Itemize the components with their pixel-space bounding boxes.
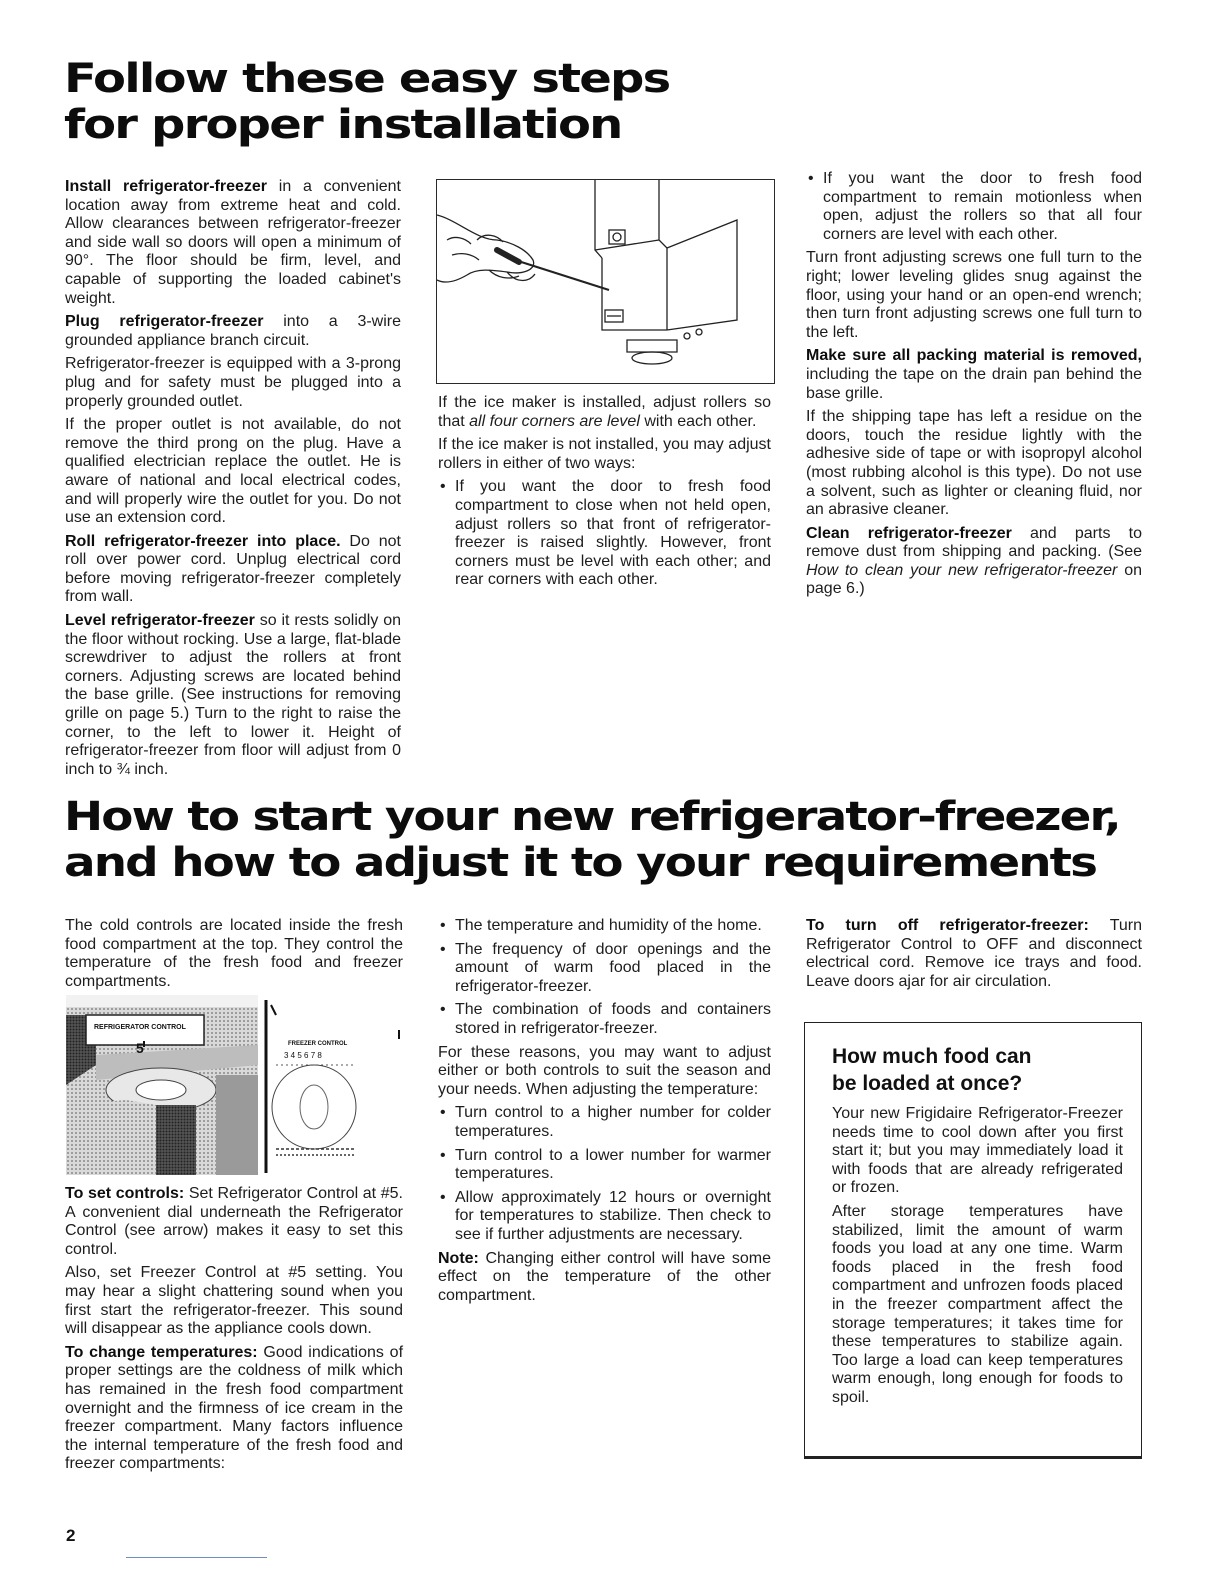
turn-off-text: Turn Refrigerator Control to OFF and disconnect electrical cord. Remove ice trays and food. Leave doors ajar for air circulation. <box>806 917 1143 990</box>
page-number: 2 <box>66 1526 76 1545</box>
note-paragraph <box>438 1250 771 1306</box>
clean-paragraph <box>806 525 1142 599</box>
roller-options-list <box>438 478 771 590</box>
start-heading-line-2: and how to adjust it to your requirements <box>64 840 1097 886</box>
change-temperatures-text: Good indications of proper settings are the coldness of milk which has remained in the fresh food compartment overnight and the firmness of ice cream in the freezer compartment. Many factors influence the internal temperature of the fresh food and freezer compartments: <box>65 1343 404 1473</box>
change-temperatures-paragraph <box>65 1344 403 1474</box>
roll-text: Do not roll over power cord. Unplug electrical cord before moving refrigerator-freezer completely from wall. <box>65 532 401 606</box>
freezer-control-label: FREEZER CONTROL <box>288 1041 348 1047</box>
roller-option-closed: • If you want the door to fresh food compartment to close when not held open, adjust rollers so that front of refrigerator-freezer is raised slightly. However, front corners must be level with each other; and rear corners with each other. <box>438 478 771 590</box>
packing-text: including the tape on the drain pan behind the base grille. <box>806 365 1142 402</box>
icemaker-emphasis: all four corners are level <box>469 412 640 430</box>
no-icemaker-paragraph: If the ice maker is not installed, you may adjust rollers in either of two ways: <box>438 436 771 472</box>
outlet-paragraph: If the proper outlet is not available, do not remove the third prong on the plug. Have a qualified electrician replace the outlet. He is aware of national and local electrical codes, and will properly wire the outlet for you. Do not use an extension cord. <box>65 416 401 527</box>
adjust-step-item: • Turn control to a higher number for colder temperatures. <box>438 1104 771 1141</box>
set-controls-text: Set Refrigerator Control at #5. A convenient dial underneath the Refrigerator Control (see arrow) makes it easy to set this control. <box>65 1185 403 1258</box>
sidebar-title-line-1: How much food can <box>832 1045 1032 1068</box>
icemaker-installed-paragraph <box>438 394 771 431</box>
reasons-paragraph: For these reasons, you may want to adjust either or both controls to suit the season and your needs. When adjusting the temperature: <box>438 1043 771 1098</box>
start-column-1-continued <box>65 1185 403 1479</box>
roll-lead: Roll refrigerator-freezer into place. <box>65 532 341 550</box>
clean-lead: Clean refrigerator-freezer <box>806 524 1012 542</box>
packing-paragraph <box>806 347 1142 403</box>
start-column-1 <box>65 917 403 996</box>
roll-paragraph <box>65 533 401 607</box>
installation-heading-line-1: Follow these easy steps <box>64 56 670 102</box>
adjust-step-item: • Turn control to a lower number for warmer temperatures. <box>438 1147 771 1184</box>
level-lead: Level refrigerator-freezer <box>65 612 255 630</box>
set-controls-paragraph <box>65 1185 403 1259</box>
clean-text: and parts to remove dust from shipping and packing. (See <box>806 524 1142 561</box>
residue-paragraph: If the shipping tape has left a residue on the doors, touch the residue lightly with the adhesive side of tape or with isopropyl alcohol (most rubbing alcohol is this type). Do not use a solvent, such as lighter or cleaning fluid, nor an abrasive cleaner. <box>806 408 1142 519</box>
note-text: Changing either control will have some effect on the temperature of the other compartment. <box>438 1249 771 1304</box>
freezer-dial-numbers: 3 4 5 6 7 8 <box>284 1051 322 1060</box>
freezer-setting-paragraph: Also, set Freezer Control at #5 setting. You may hear a slight chattering sound when you first start the refrigerator-freezer. This sound will disappear as the appliance cools down. <box>65 1264 403 1338</box>
start-column-3 <box>806 917 1142 996</box>
sidebar-title-line-2: be loaded at once? <box>832 1072 1023 1095</box>
cold-controls-svg <box>66 995 404 1175</box>
adjust-steps-list <box>438 1104 771 1244</box>
installation-heading <box>64 56 669 148</box>
clean-reference: How to clean your new refrigerator-freezer <box>806 561 1118 579</box>
intro-paragraph: The cold controls are located inside the fresh food compartment at the top. They control the temperature of the fresh food and freezer compartments. <box>65 917 403 990</box>
sidebar-paragraph-1: Your new Frigidaire Refrigerator-Freezer needs time to cool down after you first start it; but you may immediately load it with foods that are already refrigerated or frozen. <box>832 1105 1123 1197</box>
food-load-sidebar-box <box>804 1022 1142 1459</box>
temperature-factors-list <box>438 917 771 1039</box>
turn-off-paragraph <box>806 917 1142 991</box>
refrigerator-control-label: REFRIGERATOR CONTROL <box>94 1024 186 1031</box>
packing-lead: Make sure all packing material is removed, <box>806 347 1142 365</box>
install-text: in a convenient location away from extreme heat and cold. Allow clearances between refrigerator-freezer and side wall so doors will open a minimum of 90°. The floor should be firm, level, and capable of supporting the loaded cabinet's weight. <box>65 178 401 307</box>
plug-text: into a 3-wire grounded appliance branch circuit. <box>65 313 402 349</box>
clean-post: on page 6.) <box>806 561 1142 598</box>
start-heading-line-1: How to start your new refrigerator-freezer, <box>64 794 1120 840</box>
factor-item: • The temperature and humidity of the home. <box>438 917 771 936</box>
icemaker-post: with each other. <box>639 412 757 430</box>
installation-column-2 <box>438 394 771 595</box>
start-column-2 <box>438 917 771 1310</box>
level-paragraph-start <box>65 612 401 779</box>
refrigerator-setting-value: 5 <box>136 1040 144 1056</box>
installation-heading-line-2: for proper installation <box>64 102 622 148</box>
sidebar-paragraph-2: After storage temperatures have stabilized, limit the amount of warm foods you load at any one time. Warm foods placed in the fresh food compartment and unfrozen foods placed in the freezer compartment affect the storage temperatures; it takes time for these temperatures to stabilize again. Too large a load can keep temperatures warm enough, long enough for foods to spoil. <box>832 1202 1123 1406</box>
install-lead: Install refrigerator-freezer <box>65 178 268 195</box>
installation-column-3 <box>806 170 1142 604</box>
adjust-step-item: • Allow approximately 12 hours or overnight for temperatures to stabilize. Then check to see if further adjustments are necessary. <box>438 1189 771 1245</box>
turn-off-lead: To turn off refrigerator-freezer: <box>806 917 1089 934</box>
footer-rule <box>126 1557 267 1558</box>
start-heading <box>64 794 1120 886</box>
level-text: so it rests solidly on the floor without rocking. Use a large, flat-blade screwdriver to adjust the rollers at front corners. Adjusting screws are located behind the base grille. (See instructions for removing grille on page 5.) Turn to the right to raise the corner, to the left to lower it. Height of refrigerator-freezer from floor will adjust from 0 inch to ¾ inch. <box>65 612 401 778</box>
set-controls-lead: To set controls: <box>65 1185 185 1202</box>
factor-item: • The frequency of door openings and the amount of warm food placed in the refrigerator-freezer. <box>438 941 771 997</box>
turn-screws-paragraph: Turn front adjusting screws one full turn to the right; lower leveling glides snug against the floor, using your hand or an open-end wrench; then turn front adjusting screws one full turn to the left. <box>806 249 1142 341</box>
equipped-paragraph: Refrigerator-freezer is equipped with a 3-prong plug and for safety must be plugged into a properly grounded outlet. <box>65 355 401 410</box>
installation-column-1 <box>65 178 401 784</box>
screwdriver-adjustment-illustration <box>436 179 775 384</box>
install-paragraph <box>65 178 401 308</box>
roller-option-motionless: • If you want the door to fresh food compartment to remain motionless when open, adjust the rollers so that all four corners are level with each other. <box>806 170 1142 244</box>
change-temperatures-lead: To change temperatures: <box>65 1343 258 1361</box>
plug-lead: Plug refrigerator-freezer <box>65 313 264 331</box>
factor-item: • The combination of foods and containers stored in refrigerator-freezer. <box>438 1001 771 1038</box>
icemaker-pre: If the ice maker is installed, adjust rollers so that <box>438 394 771 430</box>
note-lead: Note: <box>438 1249 479 1267</box>
roller-options-list-continued <box>806 170 1142 244</box>
screwdriver-illustration-svg <box>437 180 774 383</box>
sidebar-body <box>832 1105 1123 1408</box>
plug-paragraph <box>65 313 401 350</box>
cold-controls-photo <box>66 995 404 1175</box>
sidebar-title <box>832 1043 1123 1097</box>
